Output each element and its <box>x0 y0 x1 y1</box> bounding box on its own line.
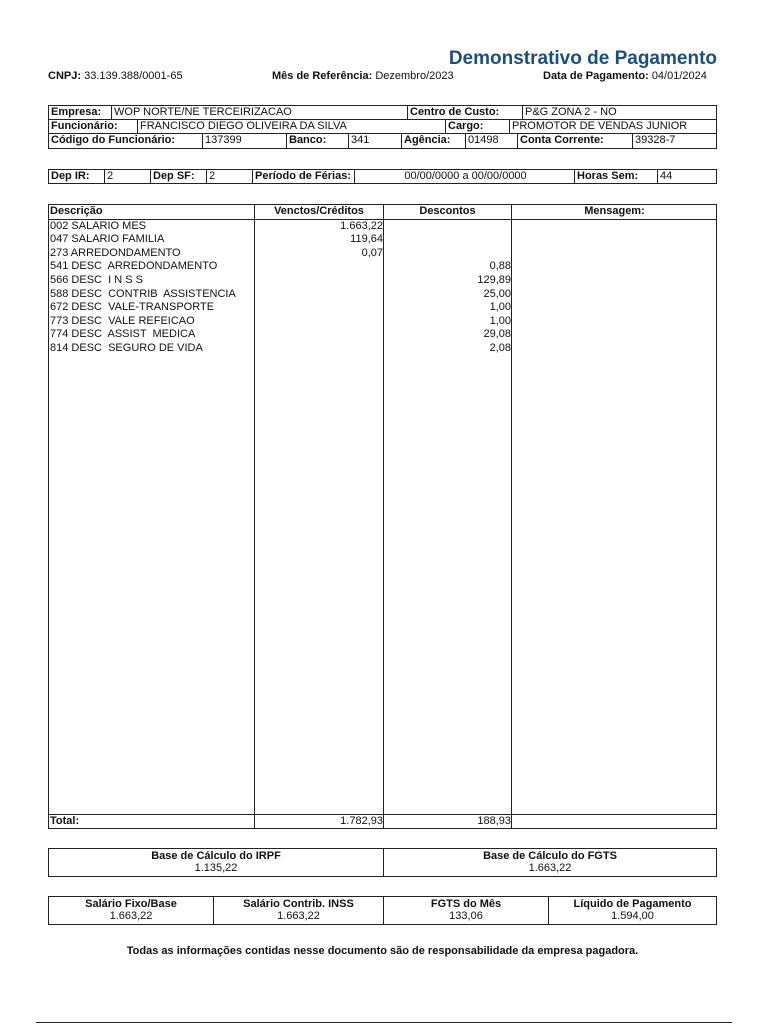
fgts-base <box>384 849 716 876</box>
column-divider <box>254 205 255 828</box>
role-value: PROMOTOR DE VENDAS JUNIOR <box>512 120 688 132</box>
vacation-value: 00/00/0000 a 00/00/0000 <box>404 170 527 182</box>
item-deduction: 129,89 <box>477 273 511 286</box>
base-salary <box>49 897 213 924</box>
item-description: 588 DESC CONTRIB ASSISTENCIA <box>50 287 236 300</box>
earnings-deductions-table <box>48 204 717 829</box>
total-label: Total: <box>50 815 80 827</box>
total-credits: 1.782,93 <box>340 815 383 827</box>
irpf-base-value: 1.135,22 <box>194 862 238 874</box>
reference-month <box>272 70 454 82</box>
item-description: 002 SALARIO MES <box>50 219 146 232</box>
cost-center-value: P&G ZONA 2 - NO <box>525 106 617 118</box>
item-credit <box>256 342 383 356</box>
item-description: 541 DESC ARREDONDAMENTO <box>50 260 218 273</box>
item-credit: 0,07 <box>361 246 383 259</box>
total-deductions: 188,93 <box>477 815 511 827</box>
dep-ir-label: Dep IR: <box>51 170 90 182</box>
cnpj <box>48 70 183 82</box>
account-label: Conta Corrente: <box>520 134 604 146</box>
fgts-base-value: 1.663,22 <box>528 862 572 874</box>
item-description: 672 DESC VALE-TRANSPORTE <box>50 301 215 314</box>
fgts-base-label: Base de Cálculo do FGTS <box>483 850 617 862</box>
account-value: 39328-7 <box>635 134 676 146</box>
info-row-employee <box>49 120 716 134</box>
reference-month-label: Mês de Referência: <box>272 70 373 82</box>
item-deduction: 0,88 <box>489 260 511 273</box>
bank-label: Banco: <box>289 134 327 146</box>
payment-date-value: 04/01/2024 <box>651 70 707 82</box>
inss-salary-label: Salário Contrib. INSS <box>243 898 354 910</box>
monthly-fgts-value: 133,06 <box>449 910 483 922</box>
agency-label: Agência: <box>404 134 451 146</box>
payment-summary-box <box>48 896 717 925</box>
weekly-hours-value: 44 <box>660 170 673 182</box>
employee-code-value: 137399 <box>205 134 242 146</box>
base-salary-label: Salário Fixo/Base <box>85 898 177 910</box>
company-value: WOP NORTE/NE TERCEIRIZACAO <box>114 106 292 118</box>
base-salary-value: 1.663,22 <box>109 910 153 922</box>
employee-label: Funcionário: <box>51 120 118 132</box>
header-description: Descrição <box>50 205 103 217</box>
item-credit <box>256 301 383 315</box>
item-description: 047 SALARIO FAMILIA <box>50 233 165 246</box>
item-description: 566 DESC I N S S <box>50 273 143 286</box>
employee-value: FRANCISCO DIEGO OLIVEIRA DA SILVA <box>140 120 347 132</box>
weekly-hours-label: Horas Sem: <box>577 170 639 182</box>
column-divider <box>383 205 384 828</box>
item-deduction <box>385 233 511 247</box>
employee-code-label: Código do Funcionário: <box>51 134 176 146</box>
item-credit: 119,64 <box>350 233 383 246</box>
header-message: Mensagem: <box>584 205 645 217</box>
item-description: 774 DESC ASSIST MEDICA <box>50 328 196 341</box>
net-pay-label: Líquido de Pagamento <box>573 898 692 910</box>
inss-salary-value: 1.663,22 <box>277 910 320 922</box>
payment-date-label: Data de Pagamento: <box>543 70 649 82</box>
cnpj-label: CNPJ: <box>48 70 82 82</box>
header-deductions: Descontos <box>419 205 476 217</box>
item-description: 273 ARREDONDAMENTO <box>50 246 181 259</box>
company-label: Empresa: <box>51 106 102 118</box>
monthly-fgts-label: FGTS do Mês <box>430 898 502 910</box>
item-credit <box>256 288 383 302</box>
disclaimer-footer: Todas as informações contidas nesse documento são de responsabilidade da empresa pagadora. <box>126 945 639 957</box>
item-description: 773 DESC VALE REFEICAO <box>50 314 195 327</box>
item-credit <box>256 260 383 274</box>
role-label: Cargo: <box>448 120 484 132</box>
item-deduction <box>385 247 511 261</box>
agency-value: 01498 <box>468 134 499 146</box>
net-pay-value: 1.594,00 <box>611 910 654 922</box>
item-description: 814 DESC SEGURO DE VIDA <box>50 341 203 354</box>
info-row-company <box>49 106 716 120</box>
dep-ir-value: 2 <box>107 170 114 182</box>
column-divider <box>511 205 512 828</box>
net-pay <box>549 897 716 924</box>
item-credit <box>256 328 383 342</box>
dependents-box <box>48 169 717 184</box>
irpf-base <box>49 849 383 876</box>
monthly-fgts <box>384 897 548 924</box>
document-title: Demonstrativo de Pagamento <box>448 48 717 69</box>
page-bottom-rule <box>36 1022 732 1023</box>
item-credit <box>256 274 383 288</box>
vacation-label: Período de Férias: <box>255 170 351 182</box>
bank-value: 341 <box>351 134 370 146</box>
item-deduction <box>385 220 511 234</box>
item-deduction: 2,08 <box>489 341 511 354</box>
item-deduction: 1,00 <box>489 301 511 314</box>
item-credit <box>256 315 383 329</box>
item-deduction: 1,00 <box>489 314 511 327</box>
irpf-base-label: Base de Cálculo do IRPF <box>151 850 281 862</box>
inss-salary <box>214 897 383 924</box>
info-row-bank <box>49 134 716 148</box>
calculation-bases-box <box>48 848 717 877</box>
reference-month-value: Dezembro/2023 <box>375 70 454 82</box>
item-deduction: 29,08 <box>483 328 511 341</box>
cnpj-value: 33.139.388/0001-65 <box>84 70 183 82</box>
dep-sf-label: Dep SF: <box>153 170 195 182</box>
employee-info-box <box>48 105 717 149</box>
item-credit: 1.663,22 <box>340 219 383 232</box>
header-credits: Venctos/Créditos <box>274 205 364 217</box>
item-deduction: 25,00 <box>483 287 511 300</box>
payment-date <box>543 70 707 82</box>
dep-sf-value: 2 <box>209 170 216 182</box>
cost-center-label: Centro de Custo: <box>410 106 500 118</box>
